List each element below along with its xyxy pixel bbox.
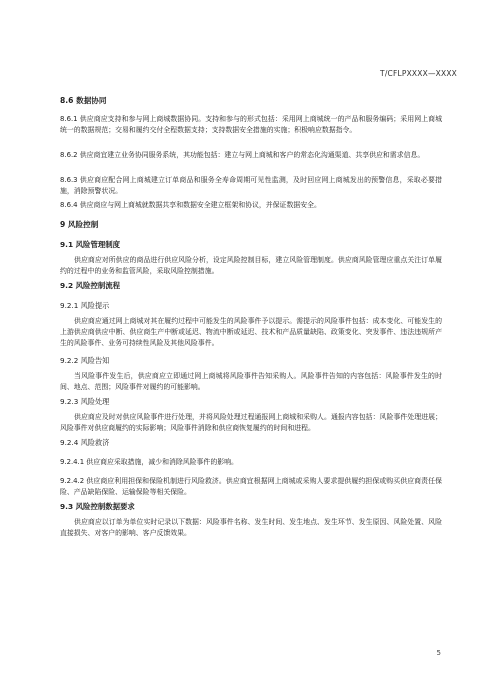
subsection-heading: 9.2 风险控制流程 <box>60 281 121 290</box>
paragraph: 供应商应以订单为单位实时记录以下数据：风险事件名称、发生时间、发生地点、发生环节、发生原因、风险处置、风险直接损失、对客户的影响、客户反馈效果。 <box>60 518 442 538</box>
paragraph: 当风险事件发生后，供应商应立即通过网上商城将风险事件告知采购人。风险事件告知的内容包括：风险事件发生的时间、地点、范围；风险事件对履约的可能影响。 <box>60 372 442 392</box>
paragraph: 8.6.4 供应商应与网上商城就数据共享和数据安全建立框架和协议，并保证数据安全。 <box>60 201 321 209</box>
paragraph: 供应商应通过网上商城对其在履约过程中可能发生的风险事件予以提示。需提示的风险事件包括：成本变化、可能发生的上游供应商供应中断、供应商生产中断或延迟、物流中断或延迟、技术和产品质量缺陷、政策变化、突发事件、违法违规所产生的风险事件、业务可持续性风险及其他风险事件。 <box>60 317 442 348</box>
paragraph: 8.6.3 供应商应配合网上商城建立订单商品和服务全寿命周期可见性监测，及时回应网上商城发出的预警信息，采取必要措施，消除预警状况。 <box>60 176 442 196</box>
subsection-heading: 9.3 风险控制数据要求 <box>60 502 135 511</box>
paragraph: 供应商应及时对供应风险事件进行处理，并将风险处理过程通报网上商城和采购人。通报内容包括：风险事件处理进展；风险事件对供应商履约的实际影响；风险事件消除和供应商恢复履约的时间和进程。 <box>60 413 442 433</box>
paragraph: 供应商应对所供应的商品进行供应风险分析，设定风险控制目标，建立风险管理制度。供应商风险管理应重点关注订单履约的过程中的业务和监管风险，采取风险控制措施。 <box>60 256 442 276</box>
section-heading: 9 风险控制 <box>60 220 99 229</box>
clause-heading: 9.2.2 风险告知 <box>60 356 110 365</box>
section-heading: 8.6 数据协同 <box>60 96 107 105</box>
paragraph: 8.6.2 供应商宜建立业务协同服务系统，其功能包括：建立与网上商城和客户的常态化沟通渠道、共享供应和需求信息。 <box>60 151 425 159</box>
paragraph: 8.6.1 供应商应支持和参与网上商城数据协同。支持和参与的形式包括：采用网上商城统一的产品和服务编码；采用网上商城统一的数据规范；交易和履约交付全程数据支持；支持数据安全措施的实施；积极响应数据指令。 <box>60 115 442 135</box>
page-number: 5 <box>436 649 441 657</box>
clause-heading: 9.2.4 风险救济 <box>60 438 110 447</box>
paragraph: 9.2.4.1 供应商应采取措施，减少和消除风险事件的影响。 <box>60 458 238 466</box>
subsection-heading: 9.1 风险管理制度 <box>60 240 121 249</box>
paragraph: 9.2.4.2 供应商应利用担保和保险机制进行风险救济。供应商宜根据网上商城或采购人要求提供履约担保或购买供应商责任保险、产品缺陷保险、运输保险等相关保险。 <box>60 477 442 497</box>
clause-heading: 9.2.1 风险提示 <box>60 301 110 310</box>
clause-heading: 9.2.3 风险处理 <box>60 397 110 406</box>
standard-code: T/CFLPXXXX—XXXX <box>380 69 457 78</box>
